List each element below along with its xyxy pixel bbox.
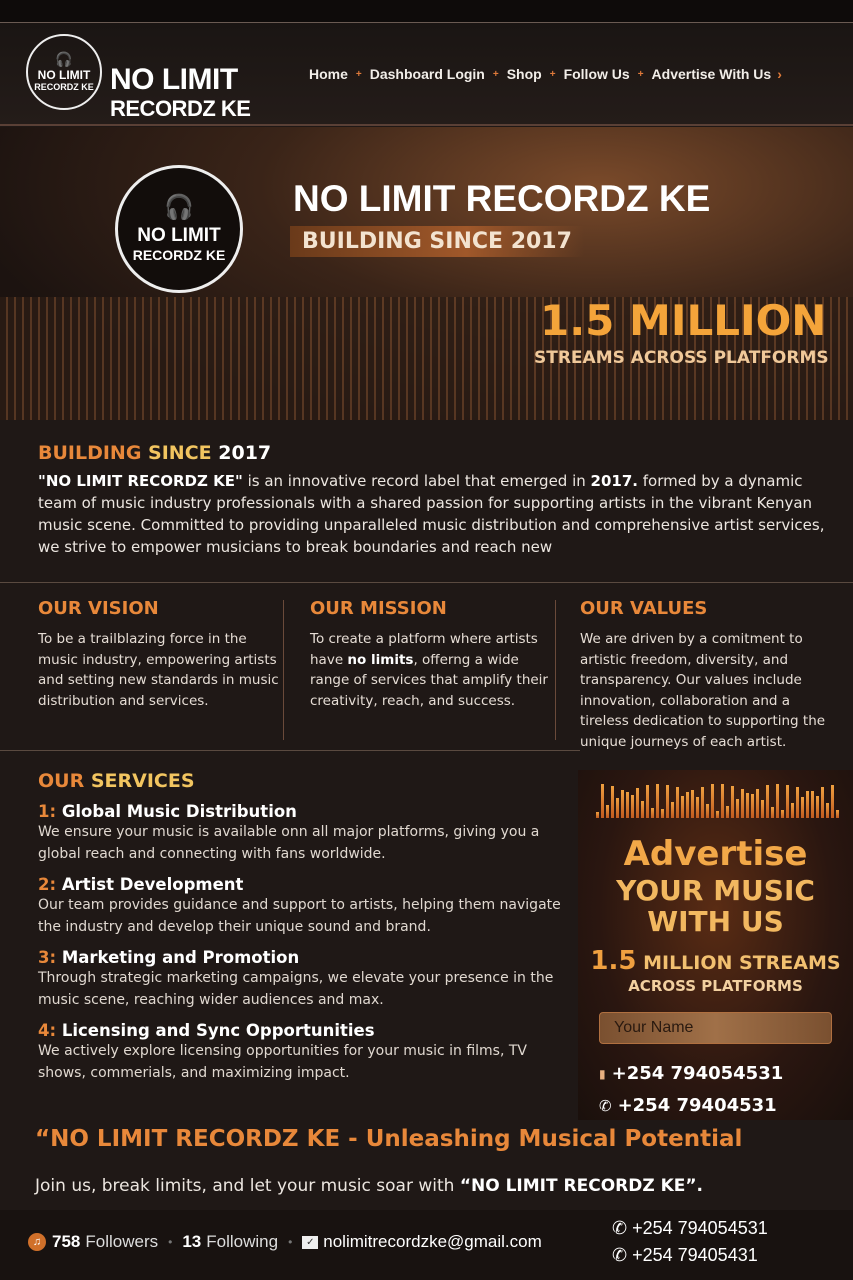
equalizer-bar [781,810,784,818]
divider [0,750,580,751]
year: 2017. [590,472,638,490]
phone-number: +254 79404531 [617,1095,777,1116]
equalizer-bar [656,784,659,818]
nav-home[interactable]: Home [309,66,348,82]
equalizer-bar [606,805,609,818]
service-text: Our team provides guidance and support to artists, helping them navigate the industry and develop their unique sound and brand. [38,897,561,935]
equalizer-bar [596,812,599,818]
equalizer-bar [761,800,764,818]
service-text: We actively explore licensing opportunities for your music in films, TV shows, commerials, and maximizing impact. [38,1043,528,1081]
divider [283,600,284,740]
equalizer-bar [671,802,674,818]
equalizer-bar [666,785,669,818]
label-name: "NO LIMIT RECORDZ KE" [38,472,243,490]
equalizer-bar [631,795,634,818]
heading-part: SERVICES [90,770,195,792]
phone-number: +254 79405431 [632,1245,758,1265]
advertise-panel [578,770,853,1120]
logo-text: RECORDZ KE [34,82,94,92]
equalizer-bar [726,806,729,818]
nav-dashboard-login[interactable]: Dashboard Login [369,66,485,82]
service-number: 1: [38,802,57,821]
services-heading [38,770,573,792]
equalizer-bar [736,799,739,818]
service-item [38,948,573,1011]
heading-part: SINCE [148,442,219,464]
heading-part: BUILDING [38,442,149,464]
ad-subtitle: YOUR MUSIC [616,874,815,907]
phone-icon: ✆ [612,1245,628,1265]
service-item [38,802,573,865]
equalizer-bar [691,790,694,818]
equalizer-bar [721,784,724,818]
brand-name[interactable] [110,65,250,120]
main-nav [309,66,782,82]
separator-dot: • [168,1235,173,1249]
followers-label[interactable]: Followers [85,1232,159,1251]
equalizer-bar [746,793,749,818]
equalizer-bar [806,791,809,818]
brand-line: RECORDZ KE [110,96,251,121]
service-title: Marketing and Promotion [61,948,300,967]
values-column [580,598,842,752]
footer-phone-1[interactable] [612,1218,768,1239]
ad-phone-1[interactable] [599,1063,783,1084]
mission-column [310,598,555,711]
equalizer-bar [766,785,769,818]
phone-number: +254 794054531 [632,1218,768,1238]
text: To create a platform where artists have [310,631,538,668]
join-text [35,1176,703,1196]
phone-icon: ✆ [599,1096,612,1115]
tagline: “NO LIMIT RECORDZ KE - Unleashing Musical Potential [35,1126,743,1152]
nav-shop[interactable]: Shop [506,66,542,82]
ad-phone-2[interactable] [599,1095,777,1116]
nav-advertise[interactable]: Advertise With Us [651,66,772,82]
equalizer-bar [676,787,679,818]
equalizer-bar [661,809,664,818]
logo-text: RECORDZ KE [132,247,226,263]
equalizer-bar [791,803,794,818]
ad-stat [578,946,853,976]
equalizer-bar [836,810,839,818]
footer-phone-2[interactable] [612,1245,758,1266]
equalizer-bar [616,798,619,818]
equalizer-bar [756,789,759,818]
vision-text: To be a trailblazing force in the music industry, empowering artists and setting new standards in music distribution and services. [38,631,279,709]
equalizer-bar [751,794,754,818]
hero-stat-caption: STREAMS ACROSS PLATFORMS [534,348,829,368]
about-heading [38,442,828,464]
vision-column [38,598,283,711]
footer-stats [28,1232,542,1252]
service-title: Licensing and Sync Opportunities [61,1021,375,1040]
hero-title: NO LIMIT RECORDZ KE [293,178,711,219]
equalizer-bar [816,796,819,818]
equalizer-bar [731,786,734,818]
service-number: 3: [38,948,57,967]
equalizer-bar [706,804,709,818]
about-text [38,470,828,558]
label-name: “NO LIMIT RECORDZ KE”. [459,1176,704,1196]
equalizer-bar [716,811,719,818]
equalizer-bar [826,803,829,818]
text: is an innovative record label that emerged in [242,472,591,490]
service-number: 4: [38,1021,57,1040]
services-section [38,770,573,1084]
equalizer-bar [621,790,624,818]
equalizer-graphic [596,782,841,818]
divider [0,582,853,583]
ad-subtitle: WITH US [647,905,784,938]
equalizer-bar [651,808,654,818]
headphones-icon: 🎧 [164,194,194,221]
service-item [38,1021,573,1084]
separator-dot: • [288,1235,293,1249]
ad-stat-number: 1.5 [590,946,637,976]
text: formed by a dynamic team of music industry professionals with a shared passion for supporting artists in the vibrant Kenyan music scene. Committed to providing unparalleled music distribution and comprehensive artist services, we strive to empower musicians to break boundaries and reach new [38,472,825,556]
service-title: Global Music Distribution [61,802,297,821]
equalizer-bar [636,788,639,818]
equalizer-bar [696,797,699,818]
equalizer-bar [711,784,714,818]
values-text: We are driven by a comitment to artistic freedom, diversity, and transparency. Our values include innovation, collaboration and a tireless dedication to supporting the unique journeys of each artist. [580,631,826,750]
equalizer-bar [626,792,629,818]
text: Join us, break limits, and let your music soar with [35,1176,460,1196]
equalizer-bar [641,801,644,818]
ad-stat-label: MILLION STREAMS [643,952,841,974]
following-count[interactable]: 13 [182,1232,202,1251]
service-text: We ensure your music is available onn all major platforms, giving you a global reach and connecting with fans worldwide. [38,824,540,862]
email-link[interactable]: nolimitrecordzke@gmail.com [323,1232,542,1251]
equalizer-bar [601,784,604,818]
equalizer-bar [776,784,779,818]
brand-line: NO LIMIT [110,63,238,96]
hero-banner [0,127,853,420]
heading-part: OUR [38,770,91,792]
equalizer-bar [811,791,814,818]
headphones-icon: 🎧 [55,51,73,67]
nav-follow-us[interactable]: Follow Us [563,66,630,82]
nav-separator: + [492,68,499,80]
equalizer-bar [646,785,649,818]
nav-separator: + [549,68,556,80]
ad-title: Advertise [623,834,808,874]
values-title: OUR VALUES [580,598,708,619]
hero-logo [115,165,243,293]
equalizer-bar [686,792,689,818]
chevron-right-icon[interactable]: › [777,66,782,82]
service-text: Through strategic marketing campaigns, we elevate your presence in the music scene, reaching wider audiences and max. [38,970,554,1008]
mission-title: OUR MISSION [310,598,447,619]
top-bar [0,0,853,22]
header-logo[interactable] [26,34,102,110]
equalizer-bar [701,787,704,818]
divider [555,600,556,740]
service-title: Artist Development [61,875,244,894]
equalizer-bar [786,785,789,818]
email-icon: ✓ [302,1236,318,1249]
equalizer-bar [741,789,744,818]
hero-subtitle: BUILDING SINCE 2017 [290,226,584,257]
equalizer-bar [771,807,774,818]
vision-title: OUR VISION [38,598,159,619]
equalizer-bar [831,785,834,818]
service-item [38,875,573,938]
mobile-icon: ▮ [599,1066,606,1081]
name-input[interactable] [599,1012,832,1044]
phone-icon: ✆ [612,1218,628,1238]
nav-separator: + [637,68,644,80]
following-label[interactable]: Following [206,1232,279,1251]
equalizer-bar [796,787,799,818]
text-bold: no limits [347,651,414,668]
about-section [38,442,828,558]
nav-separator: + [355,68,362,80]
heading-part: 2017 [218,442,272,464]
logo-text: NO LIMIT [37,68,91,82]
text: , offerng a wide range of services that amplify their creativity, reach, and success. [310,651,548,709]
equalizer-bar [821,787,824,818]
phone-number: +254 794054531 [611,1063,784,1084]
followers-count[interactable]: 758 [52,1232,81,1251]
hero-stat: 1.5 MILLION [540,296,827,345]
equalizer-bar [611,786,614,818]
equalizer-bar [681,796,684,818]
mission-text [310,629,555,711]
music-note-icon: ♫ [28,1233,46,1251]
equalizer-bar [801,797,804,818]
ad-stat-caption: ACROSS PLATFORMS [628,977,803,995]
logo-text: NO LIMIT [137,225,221,246]
service-number: 2: [38,875,57,894]
